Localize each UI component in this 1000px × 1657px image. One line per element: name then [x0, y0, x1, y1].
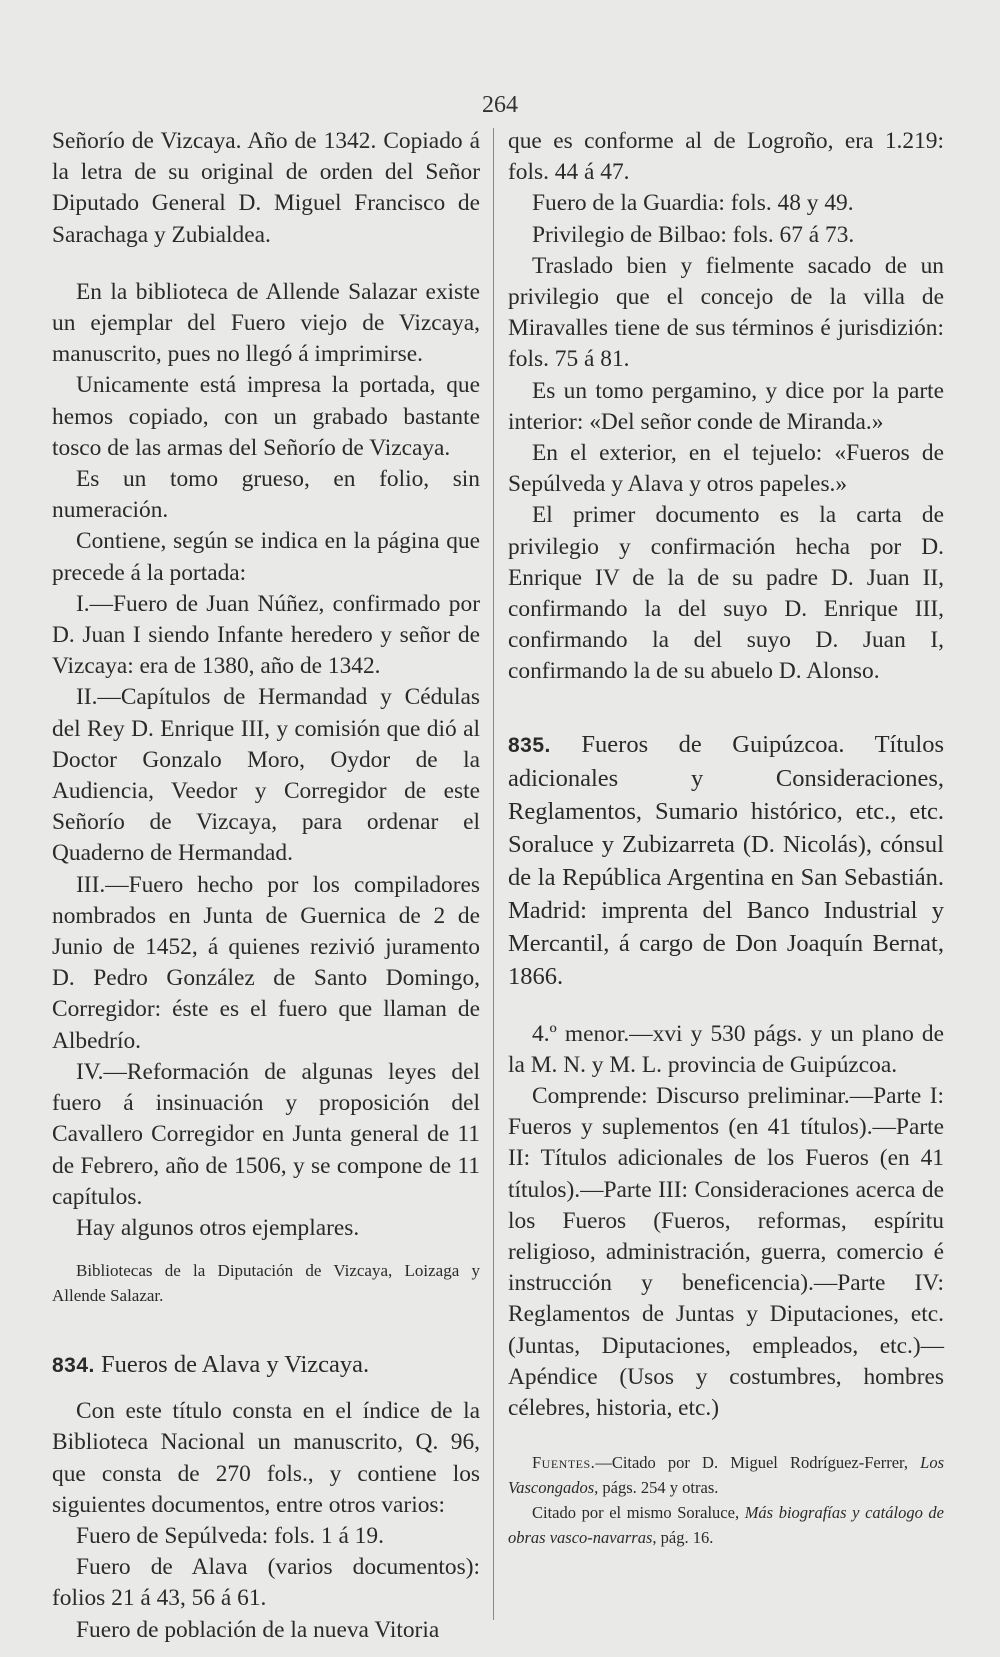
paragraph: Fuero de Alava (varios documentos): folios 21 á 43, 56 á 61. — [52, 1554, 480, 1612]
column-divider — [493, 128, 494, 1620]
page-number: 264 — [482, 92, 518, 118]
entry-835-title: Fueros de Guipúzcoa. Títulos adicionales y Consideraciones, Reglamentos, Sumario histórico, etc., etc. Soraluce y Zubizarreta (D. Nicolás), cónsul de la República Argentina en San Sebastián. Madrid: imprenta del Banco Industrial y Mercantil, á cargo de Don Joaquín Bernat, 1866. — [508, 730, 945, 990]
paragraph: En la biblioteca de Allende Salazar existe un ejemplar del Fuero viejo de Vizcaya, manuscrito, pues no llegó á imprimirse. — [52, 278, 480, 368]
paragraph: Hay algunos otros ejemplares. — [76, 1214, 360, 1241]
entry-835-heading — [508, 728, 944, 993]
paragraph: Contiene, según se indica en la página que precede á la portada: — [52, 528, 480, 586]
sources-text: , págs. 254 y otras. — [594, 1478, 719, 1498]
paragraph: que es conforme al de Logroño, era 1.219: fols. 44 á 47. — [508, 128, 944, 186]
sources-note — [508, 1450, 944, 1550]
paragraph: El primer documento es la carta de privilegio y confirmación hecha por D. Enrique IV de la de su padre D. Juan II, confirmando la del suyo D. Enrique III, confirmando la del suyo D. Juan I, confirmando la de su abuelo D. Alonso. — [508, 502, 944, 685]
sources-line — [508, 1450, 944, 1500]
right-column — [508, 126, 944, 1550]
paragraph: Traslado bien y fielmente sacado de un privilegio que el concejo de la villa de Miravalles tiene de sus términos é jurisdizión: fols. 75 á 81. — [508, 252, 944, 373]
sources-text: —Citado por D. Miguel Rodríguez-Ferrer, — [595, 1453, 921, 1473]
sources-title: Más biografías y catálogo de obras vasco-navarras — [508, 1503, 944, 1548]
paragraph: IV.—Reformación de algunas leyes del fuero á insinuación y proposición del Cavallero Corregidor en Junta general de 11 de Febrero, año de 1506, y se compone de 11 capítulos. — [52, 1058, 480, 1210]
entry-834-title: Fueros de Alava y Vizcaya. — [101, 1351, 370, 1379]
entry-835-number: 835. — [508, 733, 551, 757]
entry-834-number: 834. — [52, 1354, 95, 1378]
sources-line — [508, 1500, 944, 1550]
paragraph: Fuero de Sepúlveda: fols. 1 á 19. — [76, 1522, 384, 1549]
intro-paragraph: Señorío de Vizcaya. Año de 1342. Copiado á la letra de su original de orden del Señor Diputado General D. Miguel Francisco de Sarachaga y Zubialdea. — [52, 128, 480, 248]
paragraph: Privilegio de Bilbao: fols. 67 á 73. — [532, 221, 855, 248]
sources-text: Citado por el mismo Soraluce, — [532, 1503, 745, 1523]
paragraph: Es un tomo pergamino, y dice por la parte interior: «Del señor conde de Miranda.» — [508, 377, 944, 435]
paragraph: Fuero de población de la nueva Vitoria — [76, 1616, 440, 1643]
paragraph: Fuero de la Guardia: fols. 48 y 49. — [532, 190, 854, 217]
sources-text: , pág. 16. — [652, 1528, 714, 1548]
paragraph: I.—Fuero de Juan Núñez, confirmado por D. Juan I siendo Infante heredero y señor de Vizcaya: era de 1380, año de 1342. — [52, 590, 480, 680]
entry-834-heading — [52, 1348, 480, 1382]
sources-title: Los Vascongados — [508, 1453, 944, 1498]
paragraph: Comprende: Discurso preliminar.—Parte I: Fueros y suplementos (en 41 títulos).—Parte II: Títulos adicionales de los Fueros (en 41 títulos).—Parte III: Consideraciones acerca de los Fueros (Fueros, reformas, espíritu religioso, administración, guerra, comercio é instrucción y beneficencia).—Parte IV: Reglamentos de Juntas y Diputaciones, etc. (Juntas, Diputaciones, empleados, etc.)—Apéndice (Usos y costumbres, hombres célebres, historia, etc.) — [508, 1083, 944, 1422]
paragraph: En el exterior, en el tejuelo: «Fueros de Sepúlveda y Alava y otros papeles.» — [508, 440, 944, 498]
paragraph: III.—Fuero hecho por los compiladores nombrados en Junta de Guernica de 2 de Junio de 1452, á quienes rezivió juramento D. Pedro González de Santo Domingo, Corregidor: éste es el fuero que llaman de Albedrío. — [52, 871, 480, 1054]
left-column — [52, 126, 480, 1646]
sources-label: Fuentes. — [532, 1453, 596, 1473]
libraries-note: Bibliotecas de la Diputación de Vizcaya, Loizaga y Allende Salazar. — [52, 1261, 480, 1306]
paragraph: Unicamente está impresa la portada, que hemos copiado, con un grabado bastante tosco de las armas del Señorío de Vizcaya. — [52, 372, 480, 461]
paragraph: Es un tomo grueso, en folio, sin numeración. — [52, 466, 480, 524]
paragraph: II.—Capítulos de Hermandad y Cédulas del Rey D. Enrique III, y comisión que dió al Doctor Gonzalo Moro, Oydor de la Audiencia, Veedor y Corregidor de este Señorío de Vizcaya, para ordenar el Quaderno de Hermandad. — [52, 684, 480, 867]
paragraph: Con este título consta en el índice de la Biblioteca Nacional un manuscrito, Q. 96, que consta de 270 fols., y contiene los siguientes documentos, entre otros varios: — [52, 1398, 480, 1518]
paragraph: 4.º menor.—xvi y 530 págs. y un plano de la M. N. y M. L. provincia de Guipúzcoa. — [508, 1020, 944, 1078]
